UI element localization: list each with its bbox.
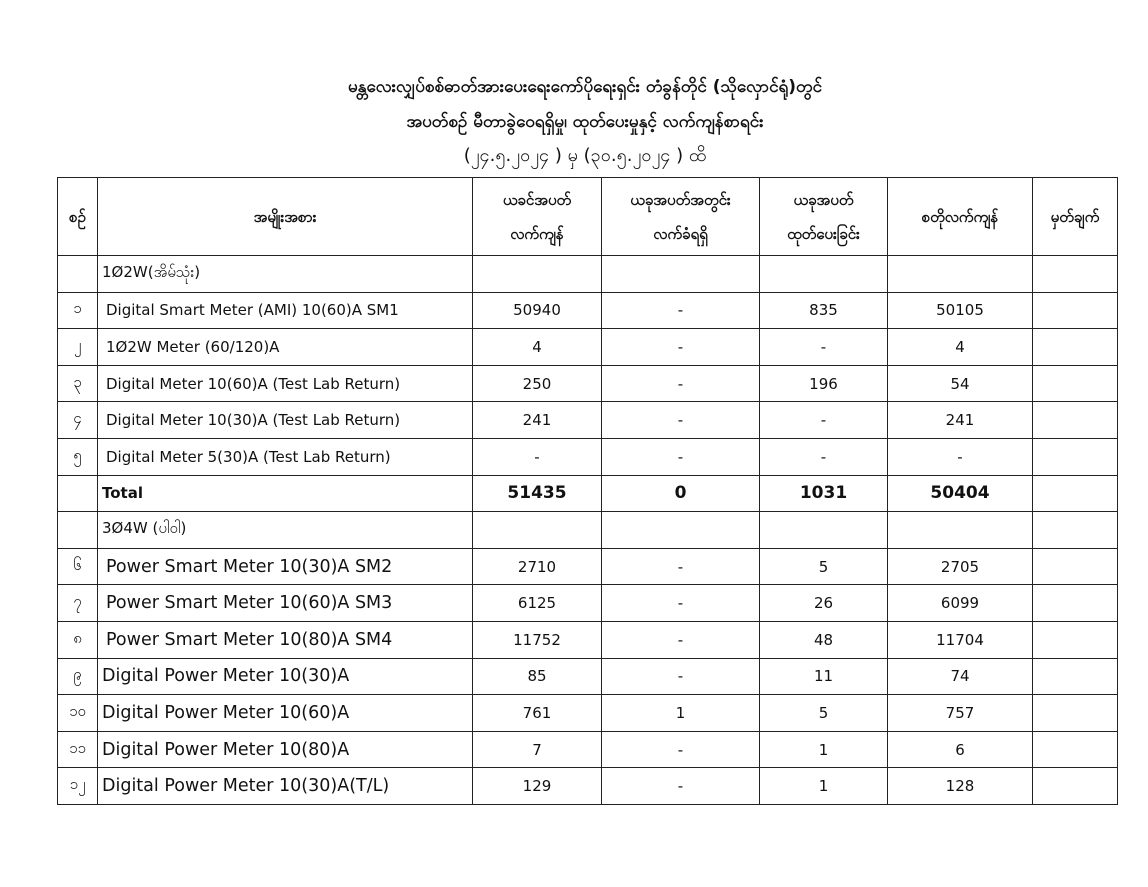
row-issued: 835 xyxy=(760,292,888,329)
row-recv: - xyxy=(602,731,760,768)
table-row xyxy=(58,438,1118,475)
row-remark xyxy=(1033,621,1118,658)
row-recv: - xyxy=(602,292,760,329)
table-row xyxy=(58,621,1118,658)
row-prev: 4 xyxy=(473,329,602,366)
report-title-line1: မန္တလေးလျှပ်စစ်ဓာတ်အားပေးရေးကော်ပိုရေးရှင်း တံခွန်တိုင် (သိုလှောင်ရုံ)တွင် xyxy=(347,77,823,97)
row-recv: - xyxy=(602,768,760,805)
row-item: Digital Meter 5(30)A (Test Lab Return) xyxy=(98,438,473,475)
row-item: Power Smart Meter 10(60)A SM3 xyxy=(98,585,473,622)
row-prev: 50940 xyxy=(473,292,602,329)
row-prev: 6125 xyxy=(473,585,602,622)
row-no: ၆ xyxy=(58,548,98,585)
row-recv: - xyxy=(602,365,760,402)
table-row xyxy=(58,292,1118,329)
row-no: ၁၁ xyxy=(58,731,98,768)
row-balance: 6099 xyxy=(888,585,1033,622)
total-label: Total xyxy=(98,475,473,512)
header-issued-line1: ယခုအပတ် xyxy=(793,190,854,209)
row-remark xyxy=(1033,292,1118,329)
total-row xyxy=(58,475,1118,512)
header-prev-line2: လက်ကျန် xyxy=(510,224,564,243)
row-issued: 1 xyxy=(760,768,888,805)
row-recv: - xyxy=(602,548,760,585)
row-item: Power Smart Meter 10(80)A SM4 xyxy=(98,621,473,658)
row-remark xyxy=(1033,365,1118,402)
row-recv: - xyxy=(602,658,760,695)
row-no: ၁၂ xyxy=(58,768,98,805)
total-issued: 1031 xyxy=(760,475,888,512)
row-balance: 128 xyxy=(888,768,1033,805)
row-no: ၇ xyxy=(58,585,98,622)
row-prev: 7 xyxy=(473,731,602,768)
report-title-line2: အပတ်စဉ် မီတာခွဲဝေရရှိမှု၊ ထုတ်ပေးမှုနှင့် လက်ကျန်စာရင်း xyxy=(406,112,764,132)
row-issued: 48 xyxy=(760,621,888,658)
section-heading-row xyxy=(58,256,1118,293)
table-header-row xyxy=(58,178,1118,256)
row-remark xyxy=(1033,658,1118,695)
row-prev: 250 xyxy=(473,365,602,402)
row-recv: 1 xyxy=(602,695,760,732)
row-issued: - xyxy=(760,329,888,366)
header-remark: မှတ်ချက် xyxy=(1033,178,1118,256)
row-no: ၂ xyxy=(58,329,98,366)
header-no: စဉ် xyxy=(58,178,98,256)
section-heading-row xyxy=(58,512,1118,549)
row-item: Digital Meter 10(30)A (Test Lab Return) xyxy=(98,402,473,439)
report-date-range: (၂၄.၅.၂၀၂၄ ) မှ (၃၀.၅.၂၀၂၄ ) ထိ xyxy=(463,145,707,166)
row-balance: 6 xyxy=(888,731,1033,768)
row-recv: - xyxy=(602,402,760,439)
table-row xyxy=(58,402,1118,439)
row-no: ၄ xyxy=(58,402,98,439)
header-recv-line2: လက်ခံရရှိ xyxy=(653,224,708,243)
row-balance: 11704 xyxy=(888,621,1033,658)
row-issued: 5 xyxy=(760,695,888,732)
row-remark xyxy=(1033,548,1118,585)
header-balance: စတိုလက်ကျန် xyxy=(888,178,1033,256)
row-issued: 26 xyxy=(760,585,888,622)
table-row xyxy=(58,731,1118,768)
row-item: Digital Smart Meter (AMI) 10(60)A SM1 xyxy=(98,292,473,329)
row-balance: 241 xyxy=(888,402,1033,439)
table-row xyxy=(58,585,1118,622)
row-prev: 11752 xyxy=(473,621,602,658)
row-recv: - xyxy=(602,585,760,622)
row-balance: 54 xyxy=(888,365,1033,402)
row-item: 1Ø2W Meter (60/120)A xyxy=(98,329,473,366)
row-remark xyxy=(1033,402,1118,439)
section1-heading: 1Ø2W(အိမ်သုံး) xyxy=(98,256,473,293)
row-item: Digital Power Meter 10(80)A xyxy=(98,731,473,768)
row-item: Digital Power Meter 10(30)A(T/L) xyxy=(98,768,473,805)
header-recv-line1: ယခုအပတ်အတွင်း xyxy=(630,190,731,209)
row-no: ၃ xyxy=(58,365,98,402)
section2-heading: 3Ø4W (ပါဝါ) xyxy=(98,512,473,549)
row-no: ၁၀ xyxy=(58,695,98,732)
row-remark xyxy=(1033,329,1118,366)
header-prev-balance xyxy=(473,178,602,256)
header-issued xyxy=(760,178,888,256)
header-prev-line1: ယခင်အပတ် xyxy=(502,190,572,209)
table-row xyxy=(58,329,1118,366)
row-recv: - xyxy=(602,438,760,475)
row-remark xyxy=(1033,768,1118,805)
row-item: Digital Power Meter 10(30)A xyxy=(98,658,473,695)
table-row xyxy=(58,768,1118,805)
row-item: Power Smart Meter 10(30)A SM2 xyxy=(98,548,473,585)
row-remark xyxy=(1033,585,1118,622)
row-balance: 2705 xyxy=(888,548,1033,585)
row-prev: 761 xyxy=(473,695,602,732)
table-row xyxy=(58,548,1118,585)
row-remark xyxy=(1033,731,1118,768)
row-no: ၉ xyxy=(58,658,98,695)
row-balance: 74 xyxy=(888,658,1033,695)
row-issued: 1 xyxy=(760,731,888,768)
row-issued: 11 xyxy=(760,658,888,695)
row-no: ၈ xyxy=(58,621,98,658)
row-prev: 129 xyxy=(473,768,602,805)
row-prev: 241 xyxy=(473,402,602,439)
row-issued: - xyxy=(760,402,888,439)
row-remark xyxy=(1033,438,1118,475)
row-balance: 4 xyxy=(888,329,1033,366)
row-item: Digital Meter 10(60)A (Test Lab Return) xyxy=(98,365,473,402)
row-issued: 5 xyxy=(760,548,888,585)
row-item: Digital Power Meter 10(60)A xyxy=(98,695,473,732)
header-issued-line2: ထုတ်ပေးခြင်း xyxy=(787,224,860,243)
header-item: အမျိုးအစား xyxy=(98,178,473,256)
row-remark xyxy=(1033,695,1118,732)
meter-inventory-table xyxy=(57,177,1118,805)
row-recv: - xyxy=(602,329,760,366)
row-prev: 2710 xyxy=(473,548,602,585)
row-issued: 196 xyxy=(760,365,888,402)
row-no: ၁ xyxy=(58,292,98,329)
row-balance: 50105 xyxy=(888,292,1033,329)
total-balance: 50404 xyxy=(888,475,1033,512)
row-recv: - xyxy=(602,621,760,658)
row-prev: - xyxy=(473,438,602,475)
total-prev: 51435 xyxy=(473,475,602,512)
row-balance: - xyxy=(888,438,1033,475)
row-balance: 757 xyxy=(888,695,1033,732)
table-row xyxy=(58,365,1118,402)
row-issued: - xyxy=(760,438,888,475)
total-recv: 0 xyxy=(602,475,760,512)
table-row xyxy=(58,658,1118,695)
header-received xyxy=(602,178,760,256)
row-no: ၅ xyxy=(58,438,98,475)
row-prev: 85 xyxy=(473,658,602,695)
table-row xyxy=(58,695,1118,732)
